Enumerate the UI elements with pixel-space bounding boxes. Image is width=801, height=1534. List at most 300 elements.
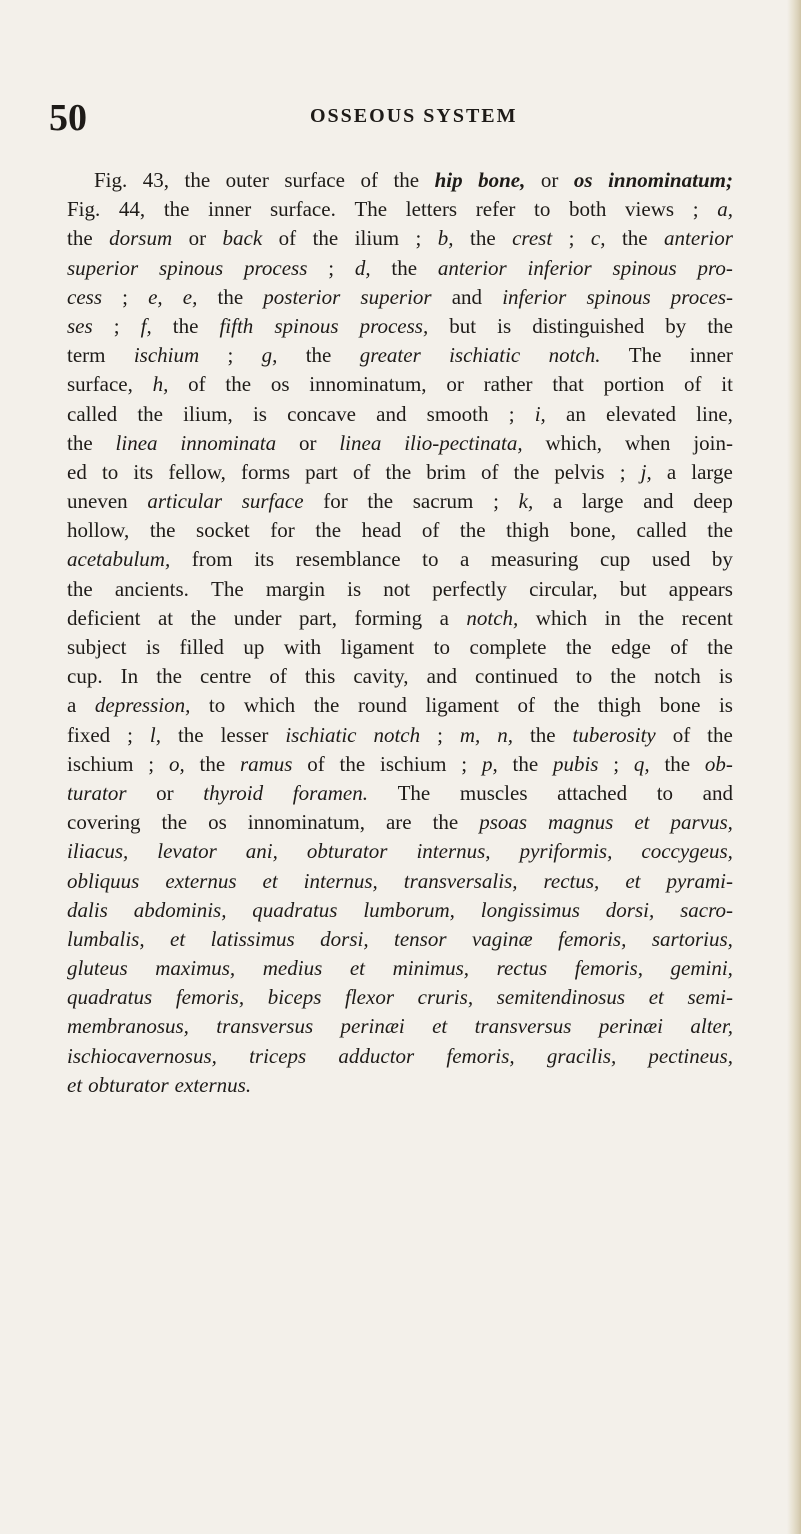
word: forming bbox=[354, 605, 423, 630]
word: cess bbox=[67, 284, 102, 309]
word: the bbox=[565, 635, 592, 659]
word: sacro- bbox=[680, 897, 733, 922]
page-edge-shadow bbox=[787, 0, 801, 1534]
word: dorsi, bbox=[320, 926, 369, 951]
word: acetabulum, bbox=[67, 547, 171, 572]
word: its bbox=[254, 547, 275, 572]
word: e, bbox=[182, 284, 198, 309]
word: latissimus bbox=[210, 926, 295, 951]
text-line bbox=[67, 577, 733, 606]
word: c, bbox=[590, 226, 606, 251]
word: deficient bbox=[67, 605, 141, 630]
word: to bbox=[208, 693, 226, 718]
text-line bbox=[67, 869, 733, 898]
word: the bbox=[67, 576, 93, 601]
word: for bbox=[323, 489, 348, 514]
word: anterior bbox=[437, 255, 507, 280]
word: the bbox=[172, 313, 199, 338]
word: externus bbox=[165, 868, 237, 893]
word: under bbox=[233, 605, 282, 630]
text-line bbox=[67, 1044, 733, 1073]
word: up bbox=[243, 635, 265, 659]
word: n, bbox=[497, 722, 513, 747]
word: line, bbox=[696, 401, 733, 426]
word: transversalis, bbox=[403, 868, 518, 893]
word: the bbox=[553, 693, 580, 718]
word: superior bbox=[67, 255, 139, 280]
word: the bbox=[217, 284, 244, 309]
word: ischiatic bbox=[285, 722, 357, 747]
text-line bbox=[67, 343, 733, 372]
word: this bbox=[304, 664, 336, 689]
word: is bbox=[252, 401, 267, 426]
word: ses bbox=[67, 313, 93, 338]
word: and bbox=[376, 401, 407, 426]
word: innominatum, bbox=[247, 810, 365, 835]
word: continued bbox=[475, 664, 558, 689]
word: the bbox=[225, 372, 252, 397]
word: ilium, bbox=[183, 401, 233, 426]
word: inferior bbox=[502, 284, 567, 309]
body-paragraph bbox=[67, 168, 733, 1102]
word: ligament bbox=[340, 635, 415, 659]
text-line bbox=[67, 372, 733, 401]
word: of bbox=[684, 372, 702, 397]
word: head bbox=[361, 518, 402, 543]
word: the bbox=[67, 430, 93, 455]
word: covering bbox=[67, 810, 141, 835]
text-line bbox=[67, 226, 733, 255]
word: is bbox=[718, 693, 733, 718]
word: ani, bbox=[245, 839, 278, 864]
word: surface bbox=[241, 489, 304, 514]
word: the bbox=[177, 722, 204, 747]
word: muscles bbox=[459, 780, 528, 805]
text-line bbox=[67, 1073, 733, 1102]
word: ischium bbox=[67, 751, 134, 776]
word: et bbox=[625, 868, 641, 893]
word: resemblance bbox=[295, 547, 401, 572]
word: linea bbox=[115, 430, 158, 455]
word: the bbox=[393, 168, 420, 192]
word: at bbox=[157, 605, 174, 630]
text-line bbox=[67, 664, 733, 693]
word: its bbox=[133, 459, 154, 484]
text-line bbox=[67, 460, 733, 489]
word: the bbox=[512, 751, 539, 776]
word: bone bbox=[659, 693, 701, 718]
word: of bbox=[307, 751, 325, 776]
word: the bbox=[161, 810, 188, 835]
word: which bbox=[535, 605, 588, 630]
word: not bbox=[383, 576, 411, 601]
word: is bbox=[497, 313, 512, 338]
text-line bbox=[67, 606, 733, 635]
word: parvus, bbox=[670, 810, 733, 835]
word: notch, bbox=[466, 605, 519, 630]
word: which bbox=[243, 693, 296, 718]
word: of bbox=[188, 372, 206, 397]
word: notch bbox=[654, 664, 701, 689]
word: medius bbox=[262, 956, 323, 981]
word: ; bbox=[508, 401, 515, 426]
word: of bbox=[481, 459, 499, 484]
word: the bbox=[610, 664, 636, 689]
word: the bbox=[67, 226, 93, 251]
word: surface bbox=[284, 168, 345, 192]
word: k, bbox=[518, 489, 534, 514]
word: ramus bbox=[239, 751, 293, 776]
word: or bbox=[188, 226, 207, 251]
word: bone, bbox=[569, 518, 616, 543]
word: recent bbox=[681, 605, 733, 630]
word: cavity, bbox=[353, 664, 409, 689]
word: quadratus bbox=[252, 897, 338, 922]
word: the bbox=[313, 693, 340, 718]
word: semitendinosus bbox=[496, 985, 626, 1010]
word: the bbox=[312, 226, 339, 251]
word: biceps bbox=[267, 985, 322, 1010]
word: both bbox=[569, 197, 607, 222]
word: foramen. bbox=[292, 780, 368, 805]
word: ; bbox=[437, 722, 443, 747]
word: hollow, bbox=[67, 518, 130, 543]
word: femoris, bbox=[446, 1043, 515, 1068]
word: that bbox=[552, 372, 584, 397]
word: circular, bbox=[529, 576, 598, 601]
word: maximus, bbox=[155, 956, 236, 981]
word: filled bbox=[179, 635, 224, 659]
word: surface, bbox=[67, 372, 133, 397]
word: lumborum, bbox=[363, 897, 455, 922]
word: flexor bbox=[345, 985, 394, 1010]
word: inner bbox=[208, 197, 252, 222]
word: or bbox=[298, 430, 317, 455]
word: gemini, bbox=[670, 956, 733, 981]
word: internus, bbox=[416, 839, 491, 864]
word: and bbox=[643, 489, 674, 514]
word: the bbox=[367, 489, 394, 514]
word: the bbox=[707, 518, 733, 543]
word: and bbox=[451, 284, 483, 309]
text-line bbox=[67, 985, 733, 1014]
text-line bbox=[67, 285, 733, 314]
word: surface. bbox=[269, 197, 336, 222]
word: elevated bbox=[606, 401, 676, 426]
word: levator bbox=[157, 839, 217, 864]
word: the bbox=[156, 664, 182, 689]
word: and bbox=[426, 664, 457, 689]
word: quadratus bbox=[67, 985, 153, 1010]
word: ischium bbox=[380, 751, 447, 776]
word: or bbox=[156, 780, 174, 805]
word: join- bbox=[693, 430, 733, 455]
text-line bbox=[67, 898, 733, 927]
word: an bbox=[566, 401, 586, 426]
word: refer bbox=[475, 197, 516, 222]
word: when bbox=[624, 430, 671, 455]
word: sacrum bbox=[412, 489, 474, 514]
word: rectus, bbox=[543, 868, 600, 893]
word: femoris, bbox=[175, 985, 245, 1010]
word: subject bbox=[67, 635, 127, 659]
word: iliacus, bbox=[67, 839, 129, 864]
word: e, bbox=[148, 284, 163, 309]
word: dorsum bbox=[109, 226, 173, 251]
word: large bbox=[581, 489, 624, 514]
word: transversus bbox=[474, 1014, 572, 1039]
word: thigh bbox=[597, 693, 641, 718]
word: et bbox=[634, 810, 650, 835]
word: rather bbox=[483, 372, 533, 397]
word: externus. bbox=[174, 1072, 252, 1097]
word: greater bbox=[359, 343, 421, 368]
word: et bbox=[648, 985, 664, 1010]
text-line bbox=[67, 489, 733, 518]
word: the bbox=[638, 605, 665, 630]
word: round bbox=[357, 693, 407, 718]
word: but bbox=[449, 313, 477, 338]
word: uneven bbox=[67, 489, 128, 514]
word: notch. bbox=[548, 343, 601, 368]
word: et bbox=[262, 868, 278, 893]
word: to bbox=[656, 780, 674, 805]
word: the bbox=[149, 518, 176, 543]
word: part, bbox=[299, 605, 337, 630]
word: ischiocavernosus, bbox=[67, 1043, 217, 1068]
word: of bbox=[278, 226, 297, 251]
word: are bbox=[385, 810, 412, 835]
word: of bbox=[672, 722, 691, 747]
word: posterior bbox=[263, 284, 341, 309]
word: o, bbox=[168, 751, 185, 776]
word: In bbox=[120, 664, 139, 689]
word: the bbox=[432, 810, 459, 835]
word: inner bbox=[689, 343, 733, 368]
word: vaginæ bbox=[471, 926, 533, 951]
word: used bbox=[651, 547, 691, 572]
word: innominatum, bbox=[309, 372, 427, 397]
word: of bbox=[360, 168, 378, 192]
word: cruris, bbox=[417, 985, 474, 1010]
word: pyrami- bbox=[666, 868, 733, 893]
word: et bbox=[67, 1072, 83, 1097]
text-line bbox=[67, 956, 733, 985]
word: obliquus bbox=[67, 868, 140, 893]
word: the bbox=[190, 605, 217, 630]
text-line bbox=[67, 314, 733, 343]
word: lesser bbox=[220, 722, 269, 747]
word: q, bbox=[633, 751, 650, 776]
word: the bbox=[529, 722, 556, 747]
word: f, bbox=[140, 313, 152, 338]
word: gracilis, bbox=[546, 1043, 617, 1068]
word: j, bbox=[640, 459, 652, 484]
word: back bbox=[222, 226, 263, 251]
word: innominata bbox=[180, 430, 277, 455]
word: cup. bbox=[67, 664, 103, 689]
word: minimus, bbox=[392, 956, 469, 981]
word: ligament bbox=[425, 693, 499, 718]
word: the bbox=[664, 751, 691, 776]
word: outer bbox=[225, 168, 269, 192]
word: ; bbox=[692, 197, 699, 222]
word: the bbox=[199, 751, 226, 776]
word: spinous bbox=[586, 284, 651, 309]
word: attached bbox=[557, 780, 628, 805]
word: to bbox=[422, 547, 439, 572]
word: et bbox=[349, 956, 365, 981]
word: ; bbox=[122, 284, 128, 309]
word: g, bbox=[261, 343, 278, 368]
word: deep bbox=[693, 489, 733, 514]
word: the bbox=[707, 313, 733, 338]
word: to bbox=[433, 635, 450, 659]
word: cup bbox=[599, 547, 631, 572]
word: brim bbox=[426, 459, 466, 484]
word: by bbox=[665, 313, 687, 338]
word: psoas bbox=[479, 810, 528, 835]
word: forms bbox=[241, 459, 290, 484]
word: the bbox=[707, 635, 733, 659]
word: alter, bbox=[690, 1014, 733, 1039]
word: part bbox=[305, 459, 338, 484]
word: rectus bbox=[496, 956, 548, 981]
word: of bbox=[421, 518, 440, 543]
text-line bbox=[67, 197, 733, 226]
text-line bbox=[67, 839, 733, 868]
word: et bbox=[432, 1014, 448, 1039]
word: the bbox=[315, 518, 342, 543]
word: is bbox=[347, 576, 362, 601]
text-line bbox=[67, 693, 733, 722]
word: ; bbox=[113, 313, 120, 338]
word: term bbox=[67, 343, 106, 368]
word: adductor bbox=[338, 1043, 415, 1068]
word: the bbox=[385, 459, 412, 484]
word: distinguished bbox=[532, 313, 645, 338]
word: The bbox=[354, 197, 388, 222]
text-line bbox=[67, 635, 733, 664]
word: a bbox=[67, 693, 77, 718]
word: the bbox=[459, 518, 486, 543]
word: articular bbox=[147, 489, 223, 514]
word: of bbox=[352, 459, 371, 484]
word: called bbox=[67, 401, 118, 426]
word: the bbox=[339, 751, 366, 776]
word: is bbox=[718, 664, 733, 689]
word: dorsi, bbox=[605, 897, 655, 922]
word: femoris, bbox=[574, 956, 643, 981]
word: ; bbox=[328, 255, 335, 280]
word: to bbox=[575, 664, 593, 689]
word: dalis bbox=[67, 897, 108, 922]
word: process bbox=[244, 255, 308, 280]
text-line bbox=[67, 1014, 733, 1043]
word: fifth bbox=[219, 313, 254, 338]
word: a bbox=[460, 547, 470, 572]
word: appears bbox=[668, 576, 733, 601]
word: ; bbox=[127, 722, 133, 747]
word: or bbox=[446, 372, 464, 397]
word: the bbox=[391, 255, 418, 280]
word: the bbox=[184, 168, 211, 192]
text-line bbox=[67, 168, 733, 197]
word: a bbox=[552, 489, 563, 514]
word: 43, bbox=[142, 168, 170, 192]
word: ischiatic bbox=[449, 343, 521, 368]
word: process, bbox=[359, 313, 429, 338]
word: the bbox=[305, 343, 332, 368]
word: pubis bbox=[552, 751, 599, 776]
word: portion bbox=[603, 372, 665, 397]
word: ; bbox=[493, 489, 499, 514]
running-title: OSSEOUS SYSTEM bbox=[310, 105, 518, 127]
text-line bbox=[67, 810, 733, 839]
word: the bbox=[163, 197, 190, 222]
word: for bbox=[270, 518, 295, 543]
word: ob- bbox=[704, 751, 733, 776]
word: innominatum; bbox=[608, 168, 733, 192]
word: the bbox=[707, 722, 733, 747]
word: spinous bbox=[159, 255, 224, 280]
word: h, bbox=[152, 372, 169, 397]
word: concave bbox=[287, 401, 356, 426]
word: abdominis, bbox=[133, 897, 227, 922]
word: tuberosity bbox=[572, 722, 656, 747]
word: but bbox=[619, 576, 647, 601]
word: femoris, bbox=[558, 926, 627, 951]
word: margin bbox=[265, 576, 325, 601]
word: linea bbox=[339, 430, 382, 455]
word: gluteus bbox=[67, 956, 128, 981]
word: os bbox=[270, 372, 290, 397]
text-line bbox=[67, 723, 733, 752]
word: i, bbox=[534, 401, 546, 426]
word: perinæi bbox=[598, 1014, 663, 1039]
word: ; bbox=[415, 226, 422, 251]
word: membranosus, bbox=[67, 1014, 189, 1039]
word: os bbox=[573, 168, 593, 192]
word: of bbox=[269, 664, 287, 689]
word: or bbox=[540, 168, 559, 192]
text-line bbox=[67, 781, 733, 810]
word: triceps bbox=[249, 1043, 307, 1068]
word: turator bbox=[67, 780, 127, 805]
word: ; bbox=[619, 459, 626, 484]
text-line bbox=[67, 431, 733, 460]
word: The bbox=[397, 780, 431, 805]
word: the bbox=[137, 401, 163, 426]
word: is bbox=[145, 635, 160, 659]
word: of bbox=[670, 635, 688, 659]
text-line bbox=[67, 752, 733, 781]
word: ischium bbox=[133, 343, 200, 368]
word: crest bbox=[512, 226, 553, 251]
word: it bbox=[721, 372, 733, 397]
word: with bbox=[283, 635, 322, 659]
word: The bbox=[211, 576, 244, 601]
word: Fig. bbox=[67, 197, 101, 222]
word: anterior bbox=[664, 226, 733, 251]
word: the bbox=[621, 226, 648, 251]
word: obturator bbox=[88, 1072, 169, 1097]
text-line bbox=[67, 547, 733, 576]
word: p, bbox=[481, 751, 498, 776]
word: inferior bbox=[527, 255, 592, 280]
word: longissimus bbox=[480, 897, 580, 922]
word: measuring bbox=[490, 547, 579, 572]
